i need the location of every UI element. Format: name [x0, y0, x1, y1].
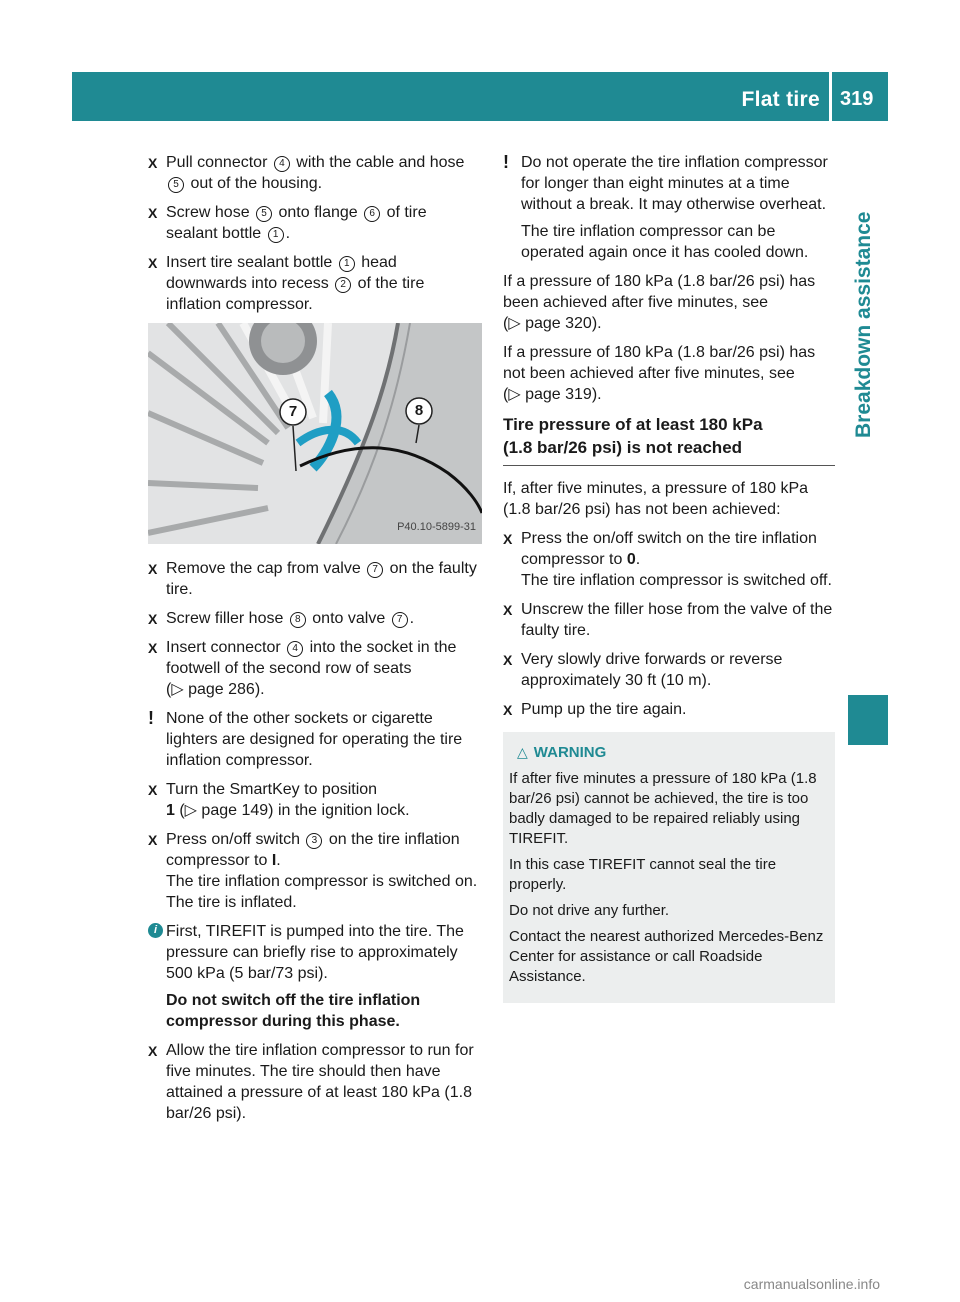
- step-screw-filler-hose: X Screw filler hose 8 onto valve 7 .: [148, 608, 482, 629]
- figure-callout-8: 8: [414, 402, 424, 419]
- callout-number: 1: [268, 227, 284, 243]
- step-arrow-icon: X: [148, 205, 158, 221]
- wheel-illustration: [148, 323, 482, 544]
- page-title: Flat tire: [741, 88, 820, 111]
- figure-code: P40.10-5899-31: [397, 521, 476, 533]
- page-reference-link[interactable]: (▷ page 149) in the ignition lock.: [174, 802, 410, 819]
- warning-heading: △ WARNING: [517, 744, 607, 761]
- warning-triangle-icon: △: [517, 744, 528, 760]
- step-turn-smartkey: X Turn the SmartKey to position 1 (▷ page 149) in the ignition lock.: [148, 781, 410, 819]
- left-column: [148, 152, 482, 1132]
- figure-callout-7: 7: [288, 403, 298, 420]
- callout-number: 7: [367, 562, 383, 578]
- right-column: [503, 152, 835, 1003]
- step-arrow-icon: X: [503, 531, 513, 547]
- tire-valve-figure: [148, 323, 482, 544]
- side-tab-label: Breakdown assistance: [852, 211, 875, 438]
- callout-number: 1: [339, 256, 355, 272]
- header-separator: [829, 72, 832, 121]
- page-reference-link[interactable]: (▷ page 286).: [166, 681, 265, 698]
- callout-number: 5: [256, 206, 272, 222]
- section-heading: Tire pressure of at least 180 kPa (1.8 bar/26 psi) is not reached: [503, 413, 835, 466]
- step-screw-hose: X Screw hose 5 onto flange 6 of tire sealant bottle 1 .: [148, 204, 427, 242]
- step-press-switch: X Press on/off switch 3 on the tire inflation compressor to I. The tire inflation compressor is switched on. The tire is inflated.: [148, 829, 482, 913]
- step-switch-off: X Press the on/off switch on the tire inflation compressor to 0. The tire inflation compressor is switched off.: [503, 528, 835, 591]
- page-number: 319: [840, 88, 874, 110]
- callout-number: 2: [335, 277, 351, 293]
- note-other-sockets: ! None of the other sockets or cigarette lighters are designed for operating the tire inflation compressor.: [148, 708, 463, 769]
- side-tab-marker: [848, 695, 888, 745]
- step-result: The tire inflation compressor is switched off.: [521, 572, 832, 589]
- step-pump-again: X Pump up the tire again.: [503, 699, 835, 720]
- step-pull-connector: X Pull connector 4 with the cable and hose 5 out of the housing.: [148, 154, 465, 192]
- callout-number: 4: [274, 156, 290, 172]
- info-icon: i: [148, 923, 163, 938]
- step-insert-connector: X Insert connector 4 into the socket in the footwell of the second row of seats (▷ page 286).: [148, 639, 457, 698]
- step-arrow-icon: X: [148, 640, 158, 656]
- exclamation-icon: !: [148, 708, 154, 728]
- step-arrow-icon: X: [503, 702, 513, 718]
- footer-watermark: carmanualsonline.info: [743, 1276, 880, 1292]
- warning-box: △ WARNING If after five minutes a pressure of 180 kPa (1.8 bar/26 psi) cannot be achieved, the tire is too badly damaged to be repaired reliably using TIREFIT. In this case TIREFIT cannot seal the tire properly. Do not drive any further. Contact the nearest authorized Mercedes-Benz Center for assistance or call Roadside Assistance.: [503, 732, 835, 1003]
- paragraph-pressure-achieved: If a pressure of 180 kPa (1.8 bar/26 psi) has been achieved after five minutes, see (▷ page 320).: [503, 273, 816, 332]
- step-arrow-icon: X: [148, 611, 158, 627]
- callout-number: 6: [364, 206, 380, 222]
- step-unscrew-hose: X Unscrew the filler hose from the valve of the faulty tire.: [503, 601, 833, 639]
- step-arrow-icon: X: [148, 1043, 158, 1059]
- step-result: The tire inflation compressor is switched on. The tire is inflated.: [166, 873, 478, 911]
- page-reference-link[interactable]: (▷ page 319).: [503, 386, 602, 403]
- callout-number: 3: [306, 833, 322, 849]
- callout-number: 7: [392, 612, 408, 628]
- step-drive-slowly: X Very slowly drive forwards or reverse approximately 30 ft (10 m).: [503, 651, 783, 689]
- exclamation-icon: !: [503, 152, 509, 172]
- section-intro: If, after five minutes, a pressure of 180 kPa (1.8 bar/26 psi) has not been achieved:: [503, 480, 809, 518]
- callout-number: 8: [290, 612, 306, 628]
- step-arrow-icon: X: [503, 652, 513, 668]
- callout-number: 5: [168, 177, 184, 193]
- step-remove-cap: X Remove the cap from valve 7 on the faulty tire.: [148, 560, 477, 598]
- step-run-compressor: X Allow the tire inflation compressor to run for five minutes. The tire should then have attained a pressure of at least 180 kPa (1.8 bar/26 psi).: [148, 1042, 474, 1122]
- callout-number: 4: [287, 641, 303, 657]
- paragraph-pressure-not-achieved: If a pressure of 180 kPa (1.8 bar/26 psi) has not been achieved after five minutes, see (▷ page 319).: [503, 344, 816, 403]
- info-tirefit: i First, TIREFIT is pumped into the tire. The pressure can briefly rise to approximately 500 kPa (5 bar/73 psi). Do not switch off the tire inflation compressor during this phase.: [148, 921, 482, 1032]
- step-arrow-icon: X: [503, 602, 513, 618]
- step-arrow-icon: X: [148, 155, 158, 171]
- step-arrow-icon: X: [148, 782, 158, 798]
- step-arrow-icon: X: [148, 832, 158, 848]
- step-arrow-icon: X: [148, 255, 158, 271]
- step-insert-bottle: X Insert tire sealant bottle 1 head downwards into recess 2 of the tire inflation compressor.: [148, 254, 425, 313]
- step-arrow-icon: X: [148, 561, 158, 577]
- page-reference-link[interactable]: (▷ page 320).: [503, 315, 602, 332]
- note-compressor-time: ! Do not operate the tire inflation compressor for longer than eight minutes at a time without a break. It may otherwise overheat. The tire inflation compressor can be operated again once it has cooled down.: [503, 152, 828, 261]
